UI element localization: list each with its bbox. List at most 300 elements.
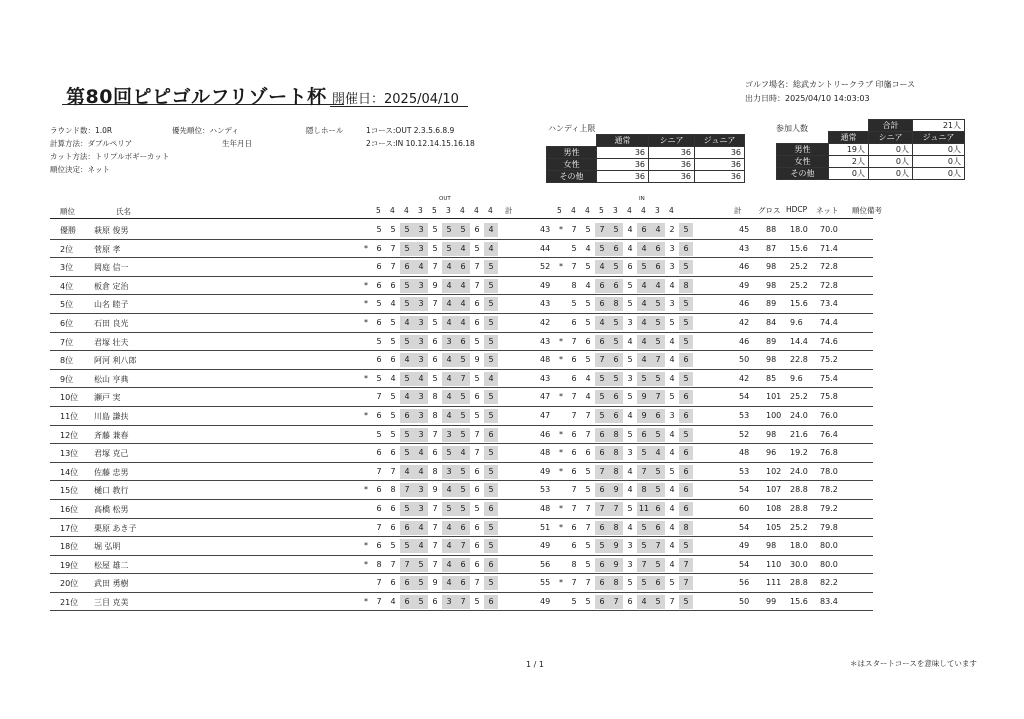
table-row [50,426,873,445]
in-hole-score: 4 [585,373,591,383]
start-course-mark: * [364,559,368,569]
gross-score: 107 [766,485,782,495]
hdcp-value: 14.4 [790,336,808,346]
in-hole-score: 5 [585,355,591,365]
out-hole-score: 7 [400,483,414,497]
net-score: 74.4 [820,317,838,327]
out-hole-score: 3 [414,316,428,330]
out-total: 47 [540,410,551,420]
hdcp-value: 9.6 [790,373,803,383]
birth-info: 生年月日 [222,139,252,148]
out-hole-score: 5 [456,390,470,404]
in-hole-score: 4 [627,225,633,234]
player-name: 樋口 教行 [94,486,129,496]
out-hole-score: 7 [474,578,480,588]
in-hole-score: 6 [595,483,609,497]
out-total: 48 [540,355,551,365]
out-hole-score: 6 [474,225,480,234]
in-hole-score: 5 [627,503,633,513]
hdcp-value: 25.2 [790,262,808,272]
in-hole-score: 6 [571,466,577,476]
handicap-value: 36 [649,147,695,159]
player-name: 君塚 克己 [94,449,129,459]
start-course-mark: * [364,280,368,290]
handicap-value: 36 [597,159,649,171]
table-row [50,500,873,519]
out-hole-score: 6 [432,336,438,346]
player-name: 川島 謙扶 [94,411,129,421]
calc-method: 計算方法：ダブルペリア [50,139,133,148]
out-hole-score: 6 [400,521,414,535]
in-hole-score: 4 [627,243,633,253]
participants-table [776,119,965,180]
table-row [50,481,873,500]
player-rank: 18位 [60,542,79,552]
out-total: 51 [540,522,551,532]
handicap-row-female: 女性 [547,159,597,171]
player-name: 石田 良光 [94,318,129,328]
out-total: 46 [540,429,551,439]
in-hole-score: 5 [627,280,633,290]
table-row [50,444,873,463]
in-hole-score: 6 [679,409,693,423]
header-in-par: 4 [641,206,646,215]
player-name: 菅原 孝 [94,244,121,254]
gross-score: 89 [766,299,777,309]
handicap-value: 36 [695,147,745,159]
out-hole-score: 7 [432,503,438,513]
player-name: 板倉 定治 [94,281,129,291]
gross-score: 98 [766,355,777,365]
player-rank: 20位 [60,579,79,589]
in-total: 42 [739,373,750,383]
out-hole-score: 4 [442,372,456,386]
in-hole-score: 5 [651,465,665,479]
in-hole-score: 7 [651,539,665,553]
player-rank: 12位 [60,430,79,440]
out-hole-score: 6 [376,541,382,551]
header-out-par: 4 [488,206,493,215]
in-hole-score: 5 [627,355,633,365]
in-hole-score: 5 [627,429,633,439]
out-hole-score: 8 [432,392,438,402]
hdcp-value: 25.2 [790,392,808,402]
in-hole-score: 6 [651,260,665,274]
out-hole-score: 5 [376,336,382,346]
header-in-par: 3 [613,206,618,215]
out-hole-score: 3 [442,465,456,479]
handicap-value: 36 [649,159,695,171]
in-hole-score: 7 [669,596,675,606]
out-total: 49 [540,596,551,606]
out-hole-score: 5 [432,317,438,327]
participants-value: 2人 [829,156,869,168]
out-hole-score: 4 [484,223,498,237]
participants-value: 19人 [829,144,869,156]
in-hole-score: 6 [595,595,609,609]
in-hole-score: 4 [637,595,651,609]
net-score: 72.8 [820,262,838,272]
net-score: 83.4 [820,596,838,606]
in-hole-score: 6 [571,373,577,383]
in-total: 46 [739,299,750,309]
out-hole-score: 6 [432,355,438,365]
in-hole-score: 4 [637,242,651,256]
out-hole-score: 5 [390,317,396,327]
net-score: 74.6 [820,336,838,346]
out-hole-score: 5 [484,390,498,404]
start-course-mark: * [559,262,563,272]
participants-col-normal: 通常 [829,132,869,144]
out-hole-score: 6 [390,503,396,513]
header-in-total: 計 [734,206,742,215]
out-hole-score: 4 [442,316,456,330]
out-hole-score: 5 [484,297,498,311]
out-hole-score: 5 [400,428,414,442]
in-total: 54 [739,522,750,532]
in-hole-score: 6 [571,317,577,327]
in-hole-score: 5 [595,539,609,553]
out-hole-score: 4 [456,279,470,293]
out-hole-score: 3 [414,353,428,367]
output-label: 出力日時： [745,94,785,103]
out-hole-score: 6 [474,522,480,532]
start-course-mark: * [364,541,368,551]
out-hole-score: 5 [400,502,414,516]
out-hole-score: 4 [414,465,428,479]
out-total: 48 [540,448,551,458]
in-hole-score: 6 [627,596,633,606]
net-score: 75.8 [820,392,838,402]
footer-note: ＊はスタートコースを意味しています [850,659,977,668]
out-hole-score: 6 [484,502,498,516]
in-hole-score: 7 [609,502,623,516]
out-hole-score: 5 [432,225,438,234]
hdcp-value: 21.6 [790,429,808,439]
participants-row-female: 女性 [777,156,829,168]
table-row [50,463,873,482]
out-hole-score: 5 [474,410,480,420]
player-rank: 8位 [60,356,74,366]
in-hole-score: 3 [669,299,675,309]
out-hole-score: 5 [484,521,498,535]
start-course-mark: * [559,448,563,458]
in-total: 60 [739,503,750,513]
handicap-value: 36 [597,147,649,159]
player-rank: 3位 [60,263,74,273]
in-total: 42 [739,317,750,327]
in-hole-score: 5 [651,297,665,311]
table-row [50,574,873,593]
out-hole-score: 6 [400,260,414,274]
out-hole-score: 8 [432,466,438,476]
gross-score: 108 [766,503,782,513]
header-out-par: 4 [390,206,395,215]
in-hole-score: 7 [571,503,577,513]
hdcp-value: 30.0 [790,559,808,569]
out-hole-score: 3 [414,502,428,516]
in-hole-score: 5 [609,223,623,237]
gross-score: 99 [766,596,777,606]
out-hole-score: 4 [414,372,428,386]
player-name: 山名 睦子 [94,300,129,310]
out-hole-score: 5 [474,336,480,346]
participants-row-male: 男性 [777,144,829,156]
hdcp-value: 18.0 [790,225,808,234]
out-hole-score: 3 [414,242,428,256]
in-hole-score: 5 [637,260,651,274]
out-hole-score: 5 [456,465,470,479]
in-hole-score: 5 [637,539,651,553]
net-score: 79.2 [820,503,838,513]
in-hole-score: 4 [669,559,675,569]
out-hole-score: 5 [390,410,396,420]
player-name: 堀 弘明 [94,542,121,552]
out-hole-score: 5 [442,242,456,256]
out-hole-score: 7 [432,429,438,439]
start-course-mark: * [559,429,563,439]
out-hole-score: 5 [376,299,382,309]
in-hole-score: 5 [679,316,693,330]
handicap-table [546,134,745,183]
out-hole-score: 3 [414,483,428,497]
in-hole-score: 8 [609,446,623,460]
out-hole-score: 6 [474,541,480,551]
in-total: 50 [739,355,750,365]
in-hole-score: 6 [627,262,633,272]
out-hole-score: 4 [414,446,428,460]
net-score: 76.0 [820,410,838,420]
hdcp-value: 28.8 [790,503,808,513]
in-hole-score: 7 [571,392,577,402]
in-hole-score: 5 [571,243,577,253]
in-hole-score: 7 [585,578,591,588]
in-hole-score: 4 [669,503,675,513]
out-hole-score: 4 [400,390,414,404]
out-hole-score: 5 [432,373,438,383]
out-hole-score: 5 [474,596,480,606]
out-hole-score: 5 [376,429,382,439]
out-hole-score: 5 [400,223,414,237]
out-hole-score: 7 [390,559,396,569]
in-hole-score: 6 [571,448,577,458]
out-hole-score: 6 [390,522,396,532]
hdcp-value: 25.2 [790,522,808,532]
gross-score: 98 [766,280,777,290]
hidden-holes-in: 2コース:IN 10.12.14.15.16.18 [366,139,475,148]
header-in-par: 3 [655,206,660,215]
in-hole-score: 5 [609,260,623,274]
in-hole-score: 7 [651,353,665,367]
table-row [50,221,873,240]
out-hole-score: 5 [474,243,480,253]
out-hole-score: 6 [474,317,480,327]
out-total: 47 [540,392,551,402]
in-hole-score: 6 [571,429,577,439]
out-hole-score: 7 [376,578,382,588]
out-hole-score: 7 [390,243,396,253]
out-hole-score: 5 [400,297,414,311]
handicap-value: 36 [695,171,745,183]
start-course-mark: * [364,410,368,420]
participants-row-other: その他 [777,168,829,180]
out-hole-score: 6 [400,409,414,423]
out-hole-score: 7 [390,262,396,272]
table-row [50,407,873,426]
out-hole-score: 9 [432,578,438,588]
in-hole-score: 8 [637,483,651,497]
in-total: 54 [739,485,750,495]
hdcp-value: 18.0 [790,541,808,551]
out-hole-score: 6 [376,355,382,365]
in-hole-score: 8 [571,559,577,569]
out-hole-score: 4 [390,596,396,606]
player-rank: 17位 [60,523,79,533]
in-hole-score: 5 [651,335,665,349]
in-hole-score: 6 [637,428,651,442]
player-rank: 21位 [60,597,79,607]
in-hole-score: 6 [609,242,623,256]
gross-score: 100 [766,410,782,420]
out-hole-score: 4 [484,372,498,386]
out-total: 44 [540,243,551,253]
in-hole-score: 5 [571,596,577,606]
out-hole-score: 6 [390,355,396,365]
player-rank: 2位 [60,244,74,254]
out-hole-score: 4 [414,260,428,274]
in-hole-score: 5 [595,409,609,423]
table-row [50,388,873,407]
in-hole-score: 7 [679,558,693,572]
out-hole-score: 4 [442,483,456,497]
header-rank: 順位 [60,207,75,216]
in-hole-score: 3 [627,448,633,458]
start-course-mark: * [559,466,563,476]
hdcp-value: 28.8 [790,485,808,495]
in-hole-score: 3 [669,410,675,420]
net-score: 73.4 [820,299,838,309]
in-hole-score: 4 [651,223,665,237]
header-divider [50,218,873,219]
in-hole-score: 4 [627,466,633,476]
out-hole-score: 6 [474,299,480,309]
header-out-par: 4 [460,206,465,215]
table-row [50,537,873,556]
out-hole-score: 5 [390,225,396,234]
table-row [50,556,873,575]
header-name: 氏名 [116,207,131,216]
out-hole-score: 6 [376,448,382,458]
header-out-total: 計 [505,206,513,215]
course-info [745,78,915,106]
participants-label: 参加人数 [776,124,808,133]
out-hole-score: 3 [414,279,428,293]
header-in-par: 5 [599,206,604,215]
out-hole-score: 4 [442,521,456,535]
out-hole-score: 5 [390,336,396,346]
gross-score: 87 [766,243,777,253]
out-hole-score: 3 [442,335,456,349]
in-hole-score: 6 [595,428,609,442]
player-rank: 4位 [60,281,74,291]
out-hole-score: 9 [474,355,480,365]
participants-value: 0人 [869,144,913,156]
in-hole-score: 6 [595,297,609,311]
header-out-par: 4 [474,206,479,215]
in-hole-score: 7 [571,336,577,346]
out-hole-score: 4 [414,539,428,553]
net-score: 79.8 [820,522,838,532]
player-name: 三目 克美 [94,597,129,607]
player-rank: 優勝 [60,226,76,235]
out-hole-score: 8 [432,410,438,420]
in-hole-score: 6 [609,279,623,293]
out-hole-score: 3 [414,390,428,404]
hidden-holes-out: 1コース:OUT 2.3.5.6.8.9 [366,126,455,135]
ranking-method: 順位決定：ネット [50,165,110,174]
in-hole-score: 6 [595,576,609,590]
in-hole-score: 6 [651,242,665,256]
in-hole-score: 6 [595,279,609,293]
in-total: 48 [739,448,750,458]
in-hole-score: 5 [679,335,693,349]
start-course-mark: * [559,336,563,346]
player-name: 斉藤 兼春 [94,430,129,440]
out-hole-score: 5 [414,595,428,609]
player-name: 岡庭 信一 [94,263,129,273]
hdcp-value: 24.0 [790,466,808,476]
in-hole-score: 5 [595,390,609,404]
in-hole-score: 4 [585,243,591,253]
out-hole-score: 4 [390,373,396,383]
in-hole-score: 9 [609,558,623,572]
gross-score: 84 [766,317,777,327]
out-hole-score: 5 [390,392,396,402]
out-hole-score: 5 [456,502,470,516]
start-course-mark: * [559,225,563,234]
out-hole-score: 5 [456,428,470,442]
start-course-mark: * [364,596,368,606]
gross-score: 98 [766,429,777,439]
hidden-holes-list [366,124,475,150]
in-hole-score: 5 [679,297,693,311]
in-hole-score: 4 [669,429,675,439]
gross-score: 102 [766,466,782,476]
in-hole-score: 6 [571,355,577,365]
in-hole-score: 6 [651,409,665,423]
start-course-mark: * [559,392,563,402]
in-hole-score: 5 [669,578,675,588]
in-hole-score: 4 [627,485,633,495]
out-hole-score: 4 [442,558,456,572]
out-hole-score: 5 [414,576,428,590]
out-hole-score: 5 [456,409,470,423]
in-hole-score: 5 [627,392,633,402]
start-course-mark: * [364,243,368,253]
in-hole-score: 6 [679,390,693,404]
out-hole-score: 5 [390,429,396,439]
out-total: 49 [540,280,551,290]
table-row [50,593,873,612]
out-hole-score: 5 [376,225,382,234]
in-hole-score: 5 [679,539,693,553]
in-hole-score: 4 [651,279,665,293]
out-hole-score: 4 [442,539,456,553]
out-hole-score: 5 [456,353,470,367]
in-hole-score: 3 [669,243,675,253]
out-total: 53 [540,485,551,495]
out-hole-score: 5 [484,539,498,553]
